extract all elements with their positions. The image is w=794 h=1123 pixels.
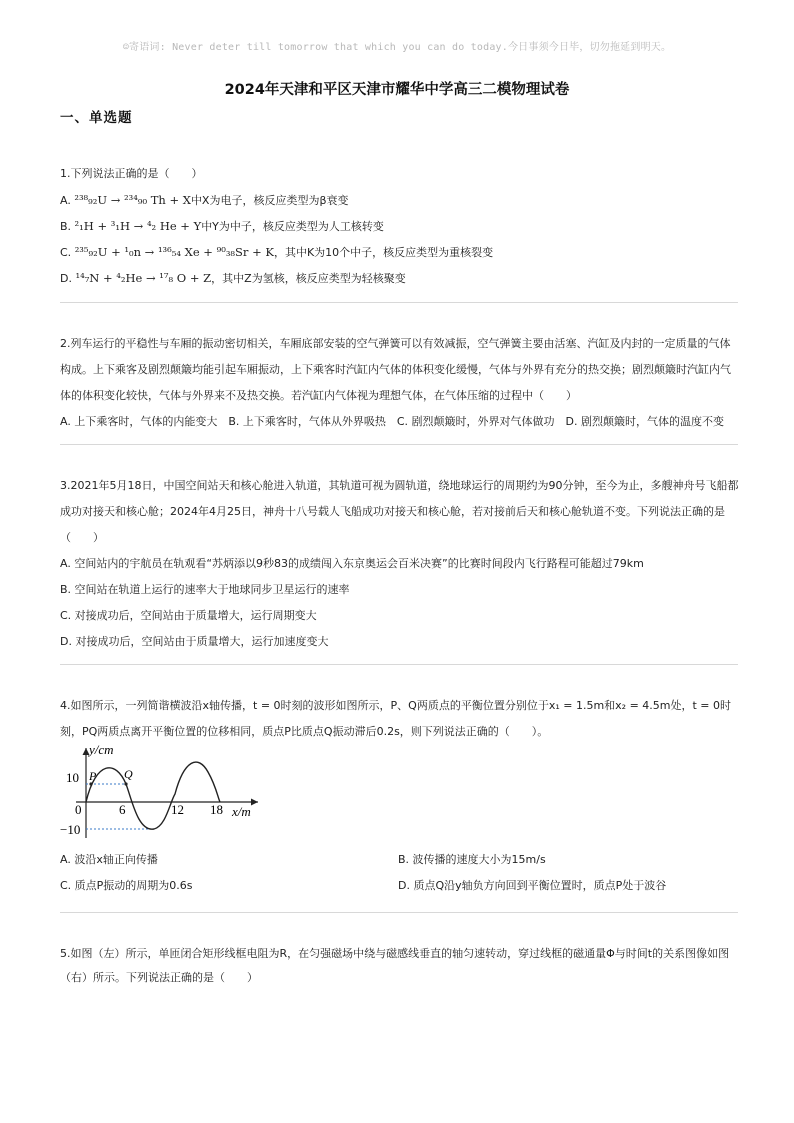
question-4-option-d[interactable]: D. 质点Q沿y轴负方向回到平衡位置时，质点P处于波谷 [398, 879, 667, 892]
label-q: Q [124, 767, 133, 781]
question-4-line: 刻，PQ两质点离开平衡位置的位移相同，质点P比质点Q振动滞后0.2s，则下列说法正确的（ ）。 [60, 725, 549, 738]
label-p: P [89, 769, 97, 783]
question-3-option-d[interactable]: D. 对接成功后，空间站由于质量增大，运行加速度变大 [60, 635, 329, 648]
nuclear-equation: ²₁H + ³₁H → ⁴₂ He + Y [74, 219, 202, 233]
wave-graph [58, 742, 268, 842]
wave-curve [86, 762, 220, 829]
question-1-stem: 1.下列说法正确的是（ ） [60, 167, 203, 180]
y-axis-label: y/cm [89, 742, 114, 757]
tick-label-18: 18 [210, 802, 223, 817]
question-4-line: 4.如图所示，一列简谐横波沿x轴传播，t = 0时刻的波形如图所示，P、Q两质点的平衡位置分别位于x₁ = 1.5m和x₂ = 4.5m处，t = 0时 [60, 699, 732, 712]
option-label: A. [60, 194, 71, 207]
question-3-line: 3.2021年5月18日，中国空间站天和核心舱进入轨道，其轨道可视为圆轨道，绕地球运行的周期约为90分钟，至今为止，多艘神舟号飞船都 [60, 479, 739, 492]
option-text: 中Y为中子，核反应类型为人工核转变 [201, 220, 384, 233]
question-3-option-b[interactable]: B. 空间站在轨道上运行的速率大于地球同步卫星运行的速率 [60, 583, 350, 596]
question-4-option-a[interactable]: A. 波沿x轴正向传播 [60, 853, 158, 866]
nuclear-equation: ¹⁴₇N + ⁴₂He → ¹⁷₈ O + Z [75, 271, 212, 285]
divider [60, 302, 738, 303]
x-axis-label: x/m [232, 804, 251, 819]
question-4-option-c[interactable]: C. 质点P振动的周期为0.6s [60, 879, 193, 892]
option-label: B. [60, 220, 72, 233]
question-4-option-b[interactable]: B. 波传播的速度大小为15m/s [398, 853, 546, 866]
nuclear-equation: ²³⁸₉₂U → ²³⁴₉₀ Th + X [74, 193, 191, 207]
question-1-option-d[interactable] [60, 270, 406, 287]
option-text: 中X为电子，核反应类型为β衰变 [190, 194, 349, 207]
tick-label-neg10: −10 [60, 822, 81, 837]
nuclear-equation: ²³⁵₉₂U + ¹₀n → ¹³⁶₅₄ Xe + ⁹⁰₃₈Sr + K [74, 245, 274, 259]
question-1-option-c[interactable] [60, 244, 493, 261]
option-text: ，其中K为10个中子，核反应类型为重核裂变 [273, 246, 494, 259]
question-3-option-a[interactable]: A. 空间站内的宇航员在轨观看“苏炳添以9秒83的成绩闯入东京奥运会百米决赛”的比赛时间段内飞行路程可能超过79km [60, 557, 644, 570]
option-label: D. [60, 272, 72, 285]
question-2-options[interactable]: A. 上下乘客时，气体的内能变大 B. 上下乘客时，气体从外界吸热 C. 剧烈颠簸时，外界对气体做功 D. 剧烈颠簸时，气体的温度不变 [60, 415, 724, 428]
question-3-line: （ ） [60, 531, 104, 544]
tick-label-12: 12 [171, 802, 184, 817]
question-2-line: 构成。上下乘客及剧烈颠簸均能引起车厢振动，上下乘客时汽缸内气体的体积变化缓慢，气体与外界有充分的热交换；剧烈颠簸时汽缸内气 [60, 363, 731, 376]
tick-label-0: 0 [75, 802, 82, 817]
question-5-line: （右）所示。下列说法正确的是（ ） [60, 971, 258, 984]
divider [60, 664, 738, 665]
question-5-line: 5.如图（左）所示，单匝闭合矩形线框电阻为R，在匀强磁场中绕与磁感线垂直的轴匀速转动，穿过线框的磁通量Φ与时间t的关系图像如图 [60, 947, 730, 960]
tick-label-6: 6 [119, 802, 126, 817]
question-2-line: 2.列车运行的平稳性与车厢的振动密切相关，车厢底部安装的空气弹簧可以有效减振，空气弹簧主要由活塞、汽缸及内封的一定质量的气体 [60, 337, 731, 350]
question-3-line: 成功对接天和核心舱；2024年4月25日，神舟十八号载人飞船成功对接天和核心舱，若对接前后天和核心舱轨道不变。下列说法正确的是 [60, 505, 725, 518]
option-label: C. [60, 246, 72, 259]
divider [60, 912, 738, 913]
question-1-option-a[interactable] [60, 192, 349, 209]
question-3-option-c[interactable]: C. 对接成功后，空间站由于质量增大，运行周期变大 [60, 609, 317, 622]
page-title: 2024年天津和平区天津市耀华中学高三二模物理试卷 [224, 82, 570, 98]
option-text: ，其中Z为氢核，核反应类型为轻核聚变 [211, 272, 406, 285]
question-1-option-b[interactable] [60, 218, 384, 235]
motto-banner: ☺寄语词: Never deter till tomorrow that which you can do today.今日事须今日毕，切勿拖延到明天。 [122, 42, 672, 53]
question-2-line: 体的体积变化较快，气体与外界来不及热交换。若汽缸内气体视为理想气体，在气体压缩的过程中（ ） [60, 389, 577, 402]
divider [60, 444, 738, 445]
point-q [124, 782, 127, 785]
section-heading: 一、单选题 [60, 110, 133, 126]
tick-label-10: 10 [66, 770, 79, 785]
